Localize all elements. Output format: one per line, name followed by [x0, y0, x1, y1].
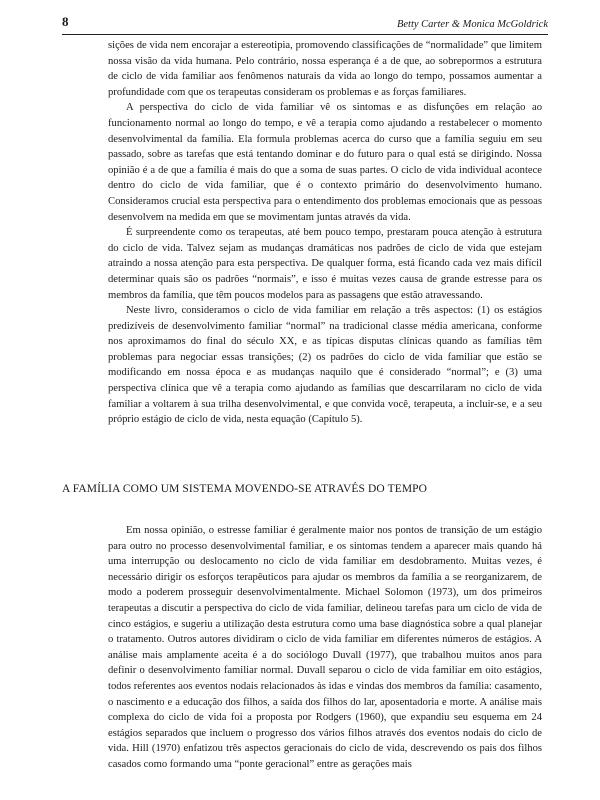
paragraph: É surpreendente como os terapeutas, até bem pouco tempo, prestaram pouca atenção à estrutura do ciclo de vida. Talvez sejam as mudanças dramáticas nos padrões de ciclo de vida que estejam atraindo a nossa atenção para esta perspectiva. De qualquer forma, está ficando cada vez mais difícil determinar quais são os padrões “normais”, e isso é muitas vezes causa de grande estresse para os membros da família, que têm poucos modelos para as passagens que estão atravessando.: [108, 227, 542, 301]
body-text-top: [108, 38, 542, 428]
paragraph: Em nossa opinião, o estresse familiar é geralmente maior nos pontos de transição de um estágio para outro no processo desenvolvimental familiar, e os sintomas tendem a aparecer mais quando há uma interrupção ou deslocamento no ciclo de vida familiar em desdobramento. Muitas vezes, é necessário dirigir os esforços terapêuticos para ajudar os membros da família a se reorganizarem, de modo a poderem prosseguir desenvolvimentalmente. Michael Solomon (1973), um dos primeiros terapeutas a discutir a perspectiva do ciclo de vida familiar, delineou tarefas para um ciclo de vida de cinco estágios, e sugeriu a utilização desta estrutura como uma base diagnóstica sobre a qual planejar o tratamento. Outros autores dividiram o ciclo de vida familiar em diferentes números de estágios. A análise mais amplamente aceita é a do sociólogo Duvall (1977), que trabalhou muitos anos para definir o desenvolvimento familiar normal. Duvall separou o ciclo de vida familiar em oito estágios, todos referentes aos eventos nodais relacionados às idas e vindas dos membros da família: casamento, o nascimento e a educação dos filhos, a saída dos filhos do lar, aposentadoria e morte. A análise mais complexa do ciclo de vida foi a proposta por Rodgers (1960), que expandiu seu esquema em 24 estágios separados que incluem o progresso dos vários filhos através dos eventos nodais do ciclo de vida. Hill (1970) enfatizou três aspectos geracionais do ciclo de vida, descrevendo os pais dos filhos casados como formando uma “ponte geracional” entre as gerações mais: [108, 525, 542, 770]
paragraph: sições de vida nem encorajar a estereotipia, promovendo classificações de “normalidade” que limitem nossa visão da vida humana. Pelo contrário, nossa esperança é a de que, ao sobrepormos a estrutura de ciclo de vida familiar aos fenômenos naturais da vida ao longo do tempo, possamos aumentar a profundidade com que os terapeutas consideram os problemas e as forças familiares.: [108, 40, 542, 98]
page-number: 8: [62, 14, 69, 29]
header-rule: [62, 34, 548, 35]
paragraph: A perspectiva do ciclo de vida familiar vê os sintomas e as disfunções em relação ao funcionamento normal ao longo do tempo, e vê a terapia como ajudando a restabelecer o momento desenvolvimental da família. Ela formula problemas acerca do curso que a família seguiu em seu passado, sobre as tarefas que está tentando dominar e do futuro para o qual está se dirigindo. Nossa opinião é a de que a família é mais do que a soma de suas partes. O ciclo de vida individual acontece dentro do ciclo de vida familiar, que é o contexto primário do desenvolvimento humano. Consideramos crucial esta perspectiva para o entendimento dos problemas emocionais que as pessoas desenvolvem na medida em que se movimentam juntas através da vida.: [108, 102, 542, 223]
paragraph: Neste livro, consideramos o ciclo de vida familiar em relação a três aspectos: (1) os estágios predizíveis de desenvolvimento familiar “normal” na tradicional classe média americana, conforme nos aproximamos do final do século XX, e as típicas disputas clínicas quando as famílias têm problemas para negociar essas transições; (2) os padrões do ciclo de vida familiar que estão se modificando em nossa época e as mudanças naquilo que é considerado “normal”; e (3) uma perspectiva clínica que vê a terapia como ajudando as famílias que descarrilaram no ciclo de vida familiar a voltarem à sua trilha desenvolvimental, e que convida você, terapeuta, a incluir-se, e a seu próprio estágio de ciclo de vida, nesta equação (Capítulo 5).: [108, 305, 542, 426]
body-text-section: [108, 523, 542, 773]
running-head: Betty Carter & Monica McGoldrick: [396, 19, 548, 30]
section-heading: A FAMÍLIA COMO UM SISTEMA MOVENDO-SE ATRAVÉS DO TEMPO: [62, 483, 428, 495]
